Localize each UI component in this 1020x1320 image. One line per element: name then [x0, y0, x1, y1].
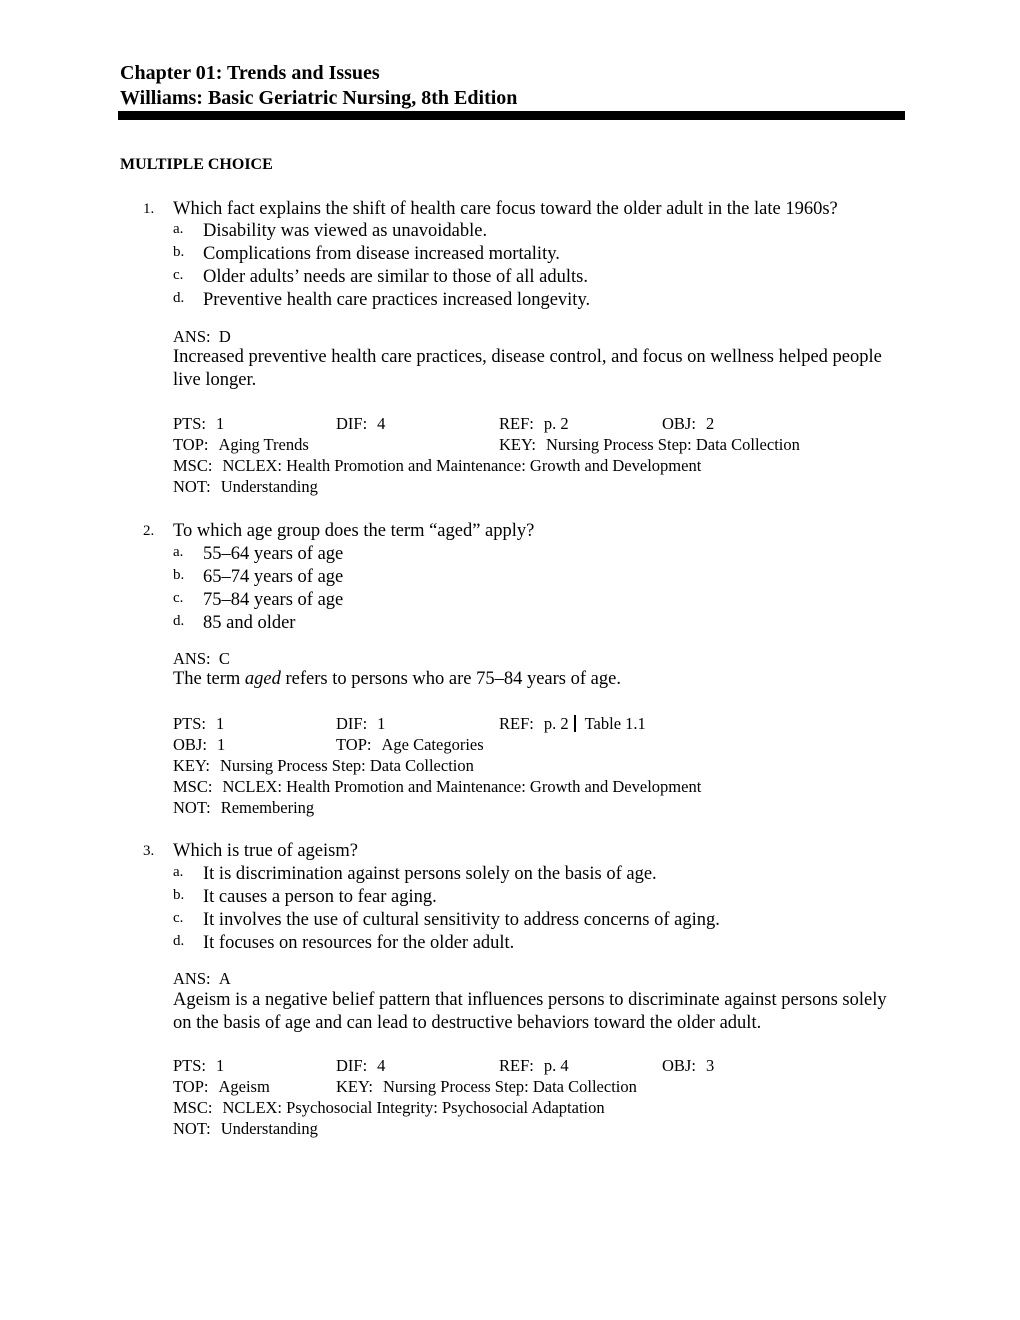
dif-field: DIF: 4: [336, 1056, 386, 1075]
question-number: 3.: [143, 843, 155, 859]
option-letter: d.: [173, 933, 185, 949]
document-header: [120, 61, 517, 111]
option-letter: b.: [173, 244, 185, 260]
option-c: [0, 266, 1020, 289]
obj-field: OBJ: 2: [662, 414, 715, 433]
option-letter: b.: [173, 567, 185, 583]
ref-field: REF: p. 4: [499, 1056, 569, 1075]
option-letter: d.: [173, 613, 185, 629]
option-b: [0, 886, 1020, 909]
option-text: Older adults’ needs are similar to those of all adults.: [203, 267, 588, 287]
option-letter: a.: [173, 221, 184, 237]
obj-field: OBJ: 1: [173, 735, 226, 754]
meta-row: [173, 734, 893, 755]
question-number: 2.: [143, 523, 155, 539]
option-a: [0, 863, 1020, 886]
option-text: 75–84 years of age: [203, 590, 344, 610]
answer-line: [173, 326, 231, 347]
msc-field: MSC: NCLEX: Health Promotion and Maintenance: Growth and Development: [173, 777, 702, 796]
separator-bar: [574, 715, 576, 732]
top-field: TOP: Ageism: [173, 1077, 270, 1096]
option-letter: a.: [173, 864, 184, 880]
rationale: Ageism is a negative belief pattern that influences persons to discriminate against persons solely on the basis of age and can lead to destructive behaviors toward the older adult.: [173, 990, 887, 1033]
pts-field: PTS: 1: [173, 1056, 225, 1075]
chapter-title: Chapter 01: Trends and Issues: [120, 62, 380, 84]
option-text: Complications from disease increased mortality.: [203, 244, 560, 264]
header-rule: [118, 111, 905, 120]
option-text: It is discrimination against persons solely on the basis of age.: [203, 864, 657, 884]
question-stem: To which age group does the term “aged” apply?: [173, 521, 535, 541]
option-text: 55–64 years of age: [203, 544, 344, 564]
option-text: It causes a person to fear aging.: [203, 887, 437, 907]
option-letter: d.: [173, 290, 185, 306]
answer-value: A: [218, 969, 231, 988]
key-field: KEY: Nursing Process Step: Data Collection: [173, 756, 474, 775]
option-d: [0, 612, 1020, 635]
rationale: Increased preventive health care practices, disease control, and focus on wellness helped people live longer.: [173, 347, 882, 390]
section-heading: MULTIPLE CHOICE: [120, 156, 273, 173]
meta-row: [173, 713, 893, 734]
meta-row: [173, 413, 893, 434]
option-c: [0, 589, 1020, 612]
msc-field: MSC: NCLEX: Psychosocial Integrity: Psychosocial Adaptation: [173, 1098, 605, 1117]
key-field: KEY: Nursing Process Step: Data Collection: [499, 435, 800, 454]
meta-row: [173, 434, 893, 455]
option-a: [0, 543, 1020, 566]
option-letter: c.: [173, 910, 184, 926]
not-field: NOT: Understanding: [173, 477, 318, 496]
ref-field: REF: p. 2 Table 1.1: [499, 714, 646, 733]
top-field: TOP: Aging Trends: [173, 435, 309, 454]
option-text: Preventive health care practices increased longevity.: [203, 290, 591, 310]
dif-field: DIF: 4: [336, 414, 386, 433]
option-b: [0, 566, 1020, 589]
option-letter: a.: [173, 544, 184, 560]
answer-label: ANS:: [173, 649, 211, 668]
rationale: The term aged refers to persons who are 75–84 years of age.: [173, 669, 621, 689]
ref-field: REF: p. 2: [499, 414, 569, 433]
answer-value: D: [218, 327, 231, 346]
option-text: 85 and older: [203, 613, 296, 633]
answer-label: ANS:: [173, 969, 211, 988]
emphasized-term: aged: [244, 669, 281, 689]
option-text: It involves the use of cultural sensitivity to address concerns of aging.: [203, 910, 720, 930]
ref-extra: Table 1.1: [584, 714, 646, 733]
question-stem: Which is true of ageism?: [173, 841, 358, 861]
option-letter: c.: [173, 590, 184, 606]
not-field: NOT: Understanding: [173, 1119, 318, 1138]
option-b: [0, 243, 1020, 266]
answer-label: ANS:: [173, 327, 211, 346]
answer-line: [173, 968, 231, 989]
option-letter: c.: [173, 267, 184, 283]
option-d: [0, 932, 1020, 955]
question-stem: Which fact explains the shift of health care focus toward the older adult in the late 1960s?: [173, 199, 838, 219]
option-text: It focuses on resources for the older adult.: [203, 933, 515, 953]
obj-field: OBJ: 3: [662, 1056, 715, 1075]
option-text: 65–74 years of age: [203, 567, 344, 587]
top-field: TOP: Age Categories: [336, 735, 484, 754]
book-title: Williams: Basic Geriatric Nursing, 8th Edition: [120, 87, 518, 109]
question-number: 1.: [143, 201, 155, 217]
pts-field: PTS: 1: [173, 714, 225, 733]
option-a: [0, 220, 1020, 243]
not-field: NOT: Remembering: [173, 798, 315, 817]
meta-row: [173, 1055, 893, 1076]
answer-line: [173, 648, 230, 669]
answer-value: C: [218, 649, 230, 668]
dif-field: DIF: 1: [336, 714, 386, 733]
msc-field: MSC: NCLEX: Health Promotion and Maintenance: Growth and Development: [173, 456, 702, 475]
key-field: KEY: Nursing Process Step: Data Collection: [336, 1077, 637, 1096]
option-d: [0, 289, 1020, 312]
option-text: Disability was viewed as unavoidable.: [203, 221, 488, 241]
option-letter: b.: [173, 887, 185, 903]
meta-row: [173, 1076, 893, 1097]
pts-field: PTS: 1: [173, 414, 225, 433]
option-c: [0, 909, 1020, 932]
